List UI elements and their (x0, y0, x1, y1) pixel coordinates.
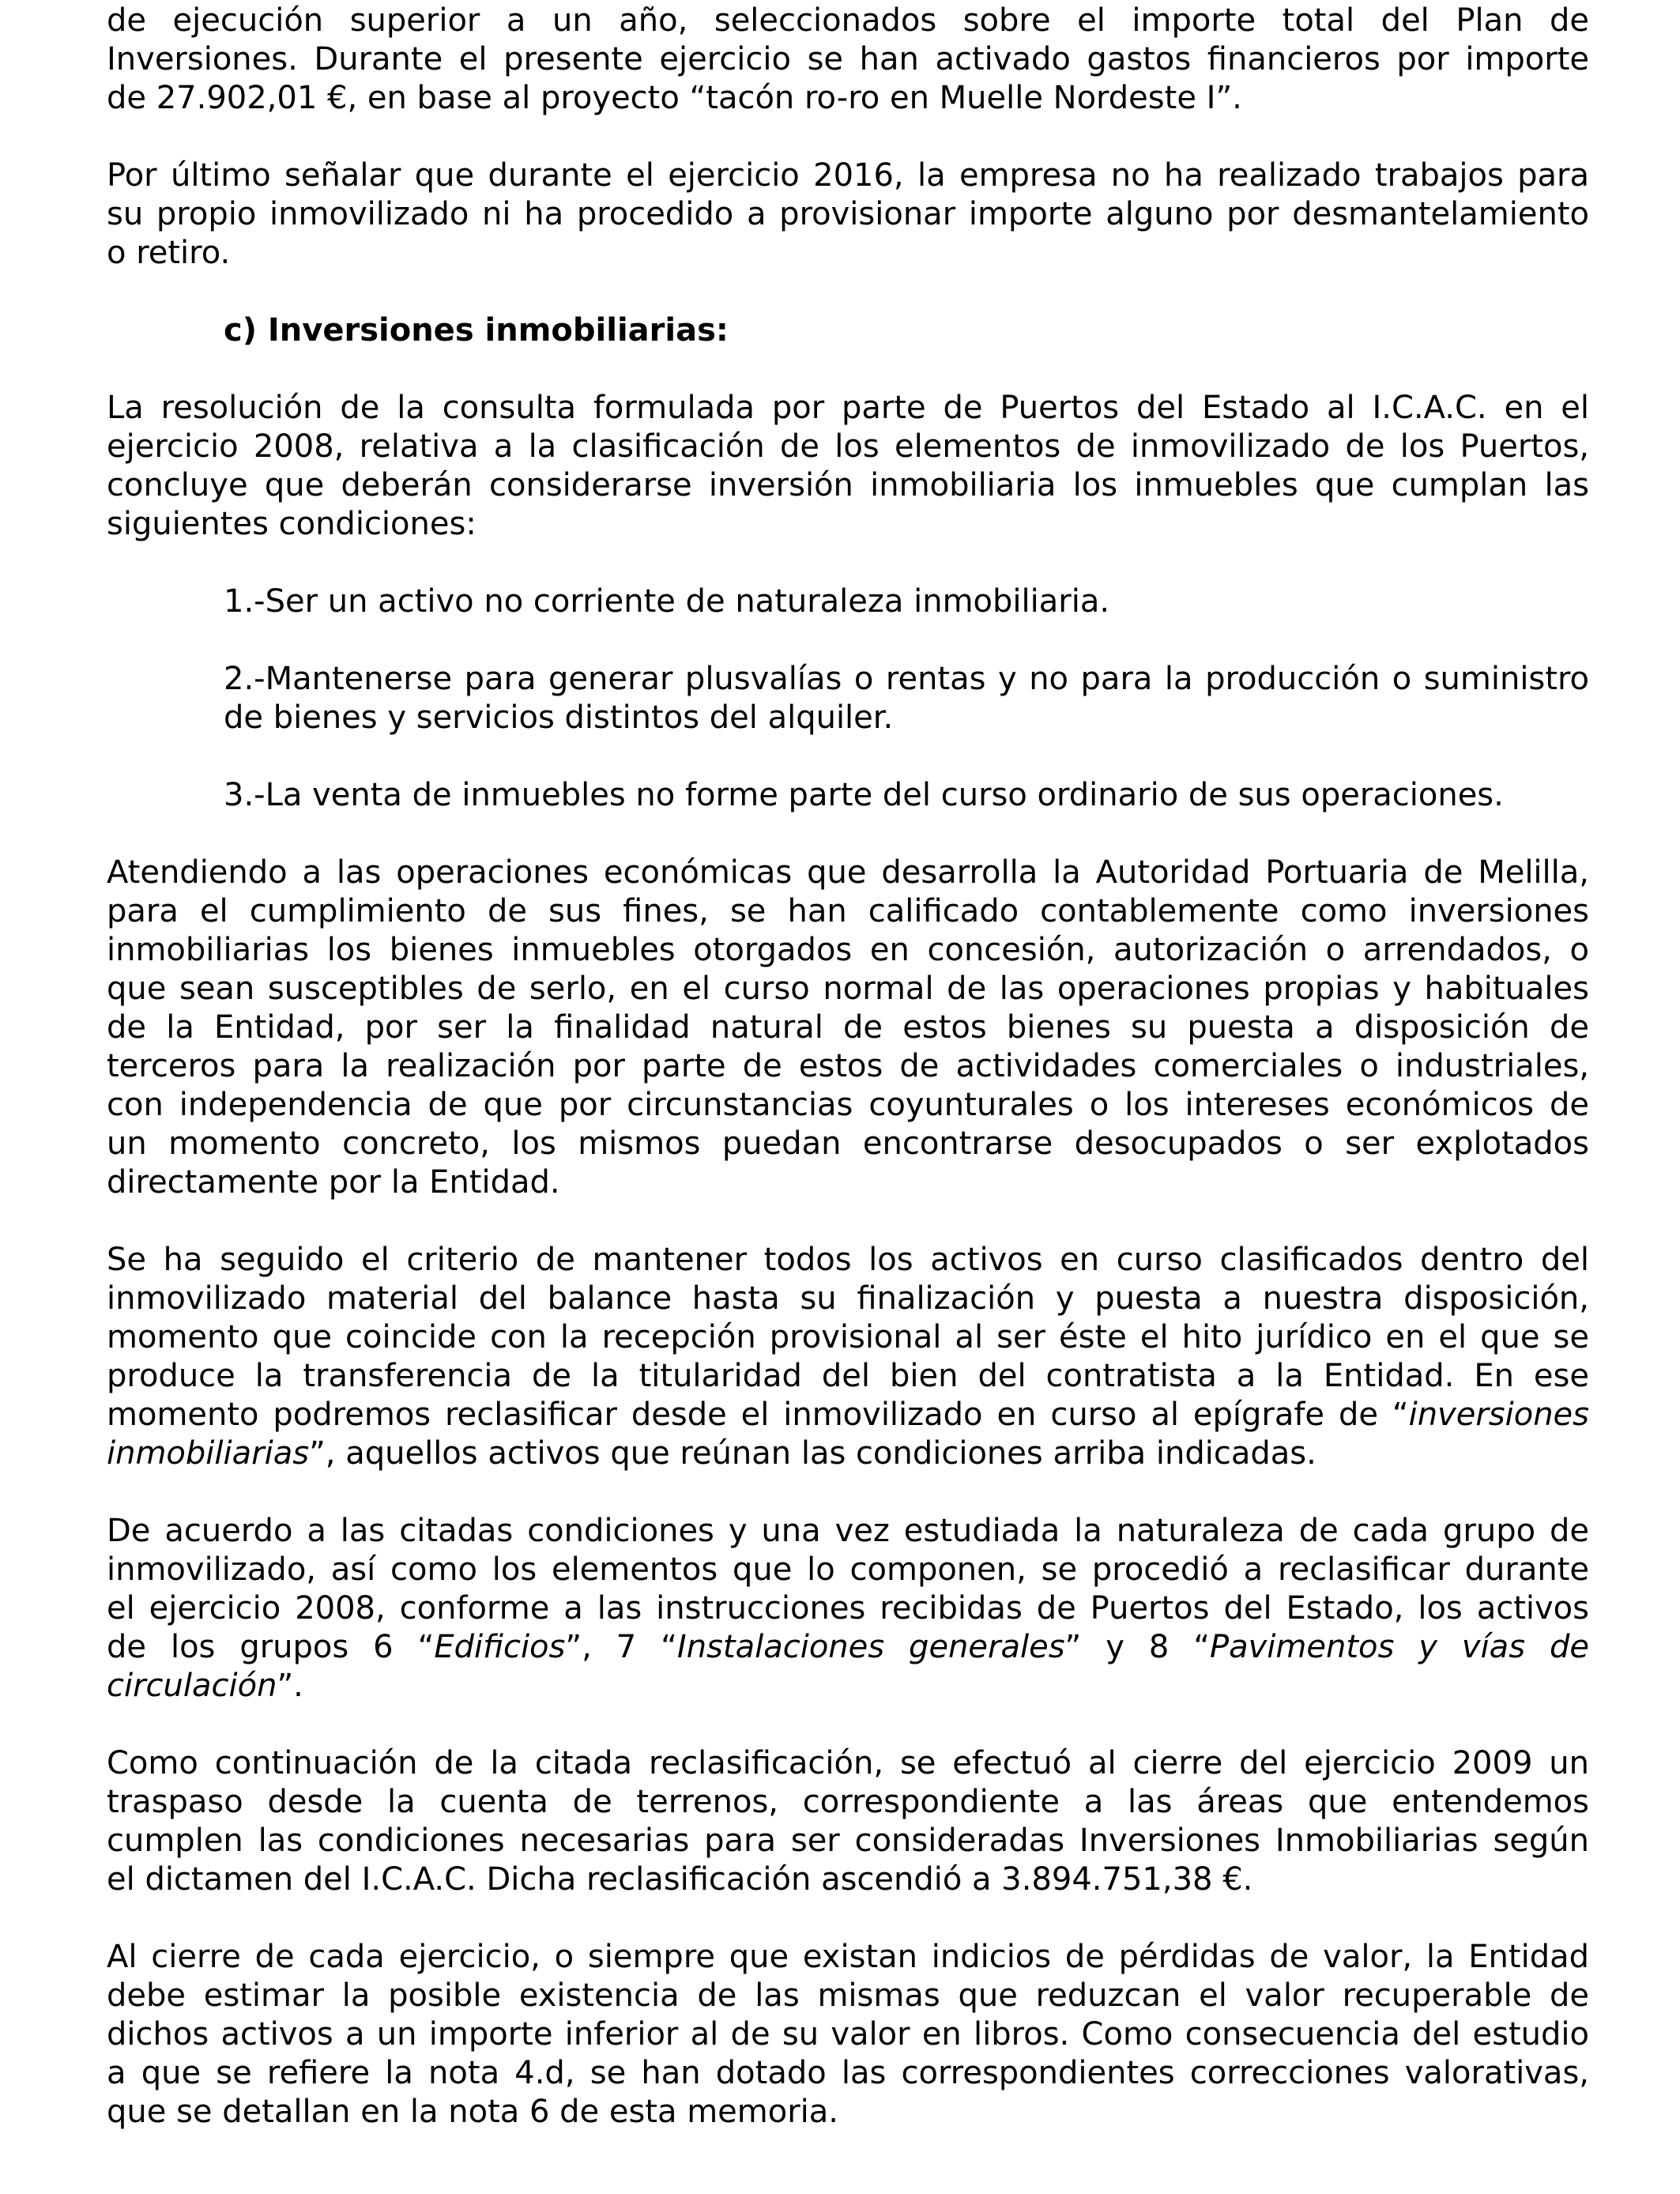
paragraph-financial-costs (107, 2, 1589, 118)
italic-run: Pavimentos y vías de (1209, 1629, 1589, 1665)
text-line (107, 1667, 1589, 1706)
text-line: su propio inmovilizado ni ha procedido a provisionar importe alguno por desmantelamiento (107, 196, 1589, 232)
text-line (107, 1434, 1589, 1473)
text-line: el dictamen del I.C.A.C. Dicha reclasificación ascendió a 3.894.751,38 €. (107, 1861, 1253, 1898)
text-line: Atendiendo a las operaciones económicas que desarrolla la Autoridad Portuaria de Melilla, (107, 854, 1589, 891)
text-line (107, 1628, 1589, 1667)
text-line: siguientes condiciones: (107, 506, 477, 542)
text-line: terceros para la realización por parte de estos de actividades comerciales o industriales, (107, 1048, 1589, 1084)
text-line: La resolución de la consulta formulada por parte de Puertos del Estado al I.C.A.C. en el (107, 390, 1589, 426)
text-line: traspaso desde la cuenta de terrenos, correspondiente a las áreas que entendemos (107, 1784, 1589, 1820)
text-line: dichos activos a un importe inferior al de su valor en libros. Como consecuencia del estudio (107, 2016, 1589, 2053)
text-line: de ejecución superior a un año, seleccionados sobre el importe total del Plan de (107, 2, 1589, 39)
text-line: De acuerdo a las citadas condiciones y una vez estudiada la naturaleza de cada grupo de (107, 1513, 1589, 1549)
paragraph-reclassification-2008 (107, 1512, 1589, 1706)
text-line: que sean susceptibles de serlo, en el curso normal de las operaciones propias y habituales (107, 971, 1589, 1007)
text-line: para el cumplimiento de sus fines, se han calificado contablemente como inversiones (107, 893, 1589, 929)
text-line: produce la transferencia de la titularidad del bien del contratista a la Entidad. En ese (107, 1358, 1589, 1394)
text-line: Se ha seguido el criterio de mantener todos los activos en curso clasificados dentro del (107, 1242, 1589, 1278)
paragraph-icac-resolution (107, 389, 1589, 544)
text-run: ”, 7 “ (565, 1629, 677, 1665)
section-heading: c) Inversiones inmobiliarias: (224, 312, 729, 349)
text-line: un momento concreto, los mismos puedan encontrarse desocupados o ser explotados (107, 1125, 1589, 1162)
text-run: momento podremos reclasificar desde el inmovilizado en curso al epígrafe de “ (107, 1397, 1409, 1433)
italic-run: inmobiliarias (107, 1435, 310, 1472)
text-line: a que se refiere la nota 4.d, se han dotado las correspondientes correcciones valorativas, (107, 2055, 1589, 2091)
text-line: Como continuación de la citada reclasificación, se efectuó al cierre del ejercicio 2009 un (107, 1745, 1589, 1781)
text-line: Inversiones. Durante el presente ejercicio se han activado gastos financieros por importe (107, 41, 1589, 77)
text-line: Por último señalar que durante el ejercicio 2016, la empresa no ha realizado trabajos para (107, 157, 1589, 194)
text-line: cumplen las condiciones necesarias para ser consideradas Inversiones Inmobiliarias según (107, 1823, 1589, 1859)
text-line: Al cierre de cada ejercicio, o siempre que existan indicios de pérdidas de valor, la Entidad (107, 1939, 1589, 1975)
paragraph-port-operations (107, 854, 1589, 1202)
text-line: de 27.902,01 €, en base al proyecto “tacón ro-ro en Muelle Nordeste I”. (107, 80, 1242, 116)
condition-item-3: 3.-La venta de inmuebles no forme parte del curso ordinario de sus operaciones. (224, 777, 1504, 813)
text-line: de la Entidad, por ser la finalidad natural de estos bienes su puesta a disposición de (107, 1009, 1589, 1046)
paragraph-assets-in-progress (107, 1241, 1589, 1473)
text-line: inmovilizado, así como los elementos que lo componen, se procedió a reclasificar durante (107, 1551, 1589, 1588)
text-line: con independencia de que por circunstancias coyunturales o los intereses económicos de (107, 1087, 1589, 1123)
text-line: 2.-Mantenerse para generar plusvalías o rentas y no para la producción o suministro (224, 661, 1589, 697)
text-line: o retiro. (107, 235, 231, 271)
text-run: de los grupos 6 “ (107, 1629, 435, 1665)
italic-run: circulación (107, 1668, 277, 1704)
italic-run: Instalaciones generales (676, 1629, 1065, 1665)
text-line (107, 1396, 1589, 1434)
text-line: de bienes y servicios distintos del alquiler. (224, 699, 894, 736)
text-run: ” y 8 “ (1064, 1629, 1210, 1665)
document-body (107, 2, 1589, 2132)
paragraph-impairment (107, 1938, 1589, 2132)
text-line: momento que coincide con la recepción provisional al ser éste el hito jurídico en el que se (107, 1319, 1589, 1355)
italic-run: inversiones (1408, 1397, 1589, 1433)
condition-item-2 (224, 660, 1589, 737)
text-line: ejercicio 2008, relativa a la clasificación de los elementos de inmovilizado de los Puertos, (107, 428, 1589, 465)
text-line: el ejercicio 2008, conforme a las instrucciones recibidas de Puertos del Estado, los activos (107, 1590, 1589, 1627)
text-line: concluye que deberán considerarse inversión inmobiliaria los inmuebles que cumplan las (107, 467, 1589, 503)
text-run: ”. (277, 1668, 303, 1704)
condition-item-1: 1.-Ser un activo no corriente de naturaleza inmobiliaria. (224, 583, 1110, 620)
italic-run: Edificios (434, 1629, 566, 1665)
text-line: que se detallan en la nota 6 de esta memoria. (107, 2094, 839, 2130)
text-run: ”, aquellos activos que reúnan las condiciones arriba indicadas. (309, 1435, 1317, 1472)
text-line: debe estimar la posible existencia de las mismas que reduzcan el valor recuperable de (107, 1977, 1589, 2014)
paragraph-land-transfer-2009 (107, 1744, 1589, 1899)
paragraph-own-works (107, 156, 1589, 273)
text-line: inmovilizado material del balance hasta su finalización y puesta a nuestra disposición, (107, 1280, 1589, 1317)
text-line: inmobiliarias los bienes inmuebles otorgados en concesión, autorización o arrendados, o (107, 932, 1589, 968)
text-line: directamente por la Entidad. (107, 1164, 560, 1201)
